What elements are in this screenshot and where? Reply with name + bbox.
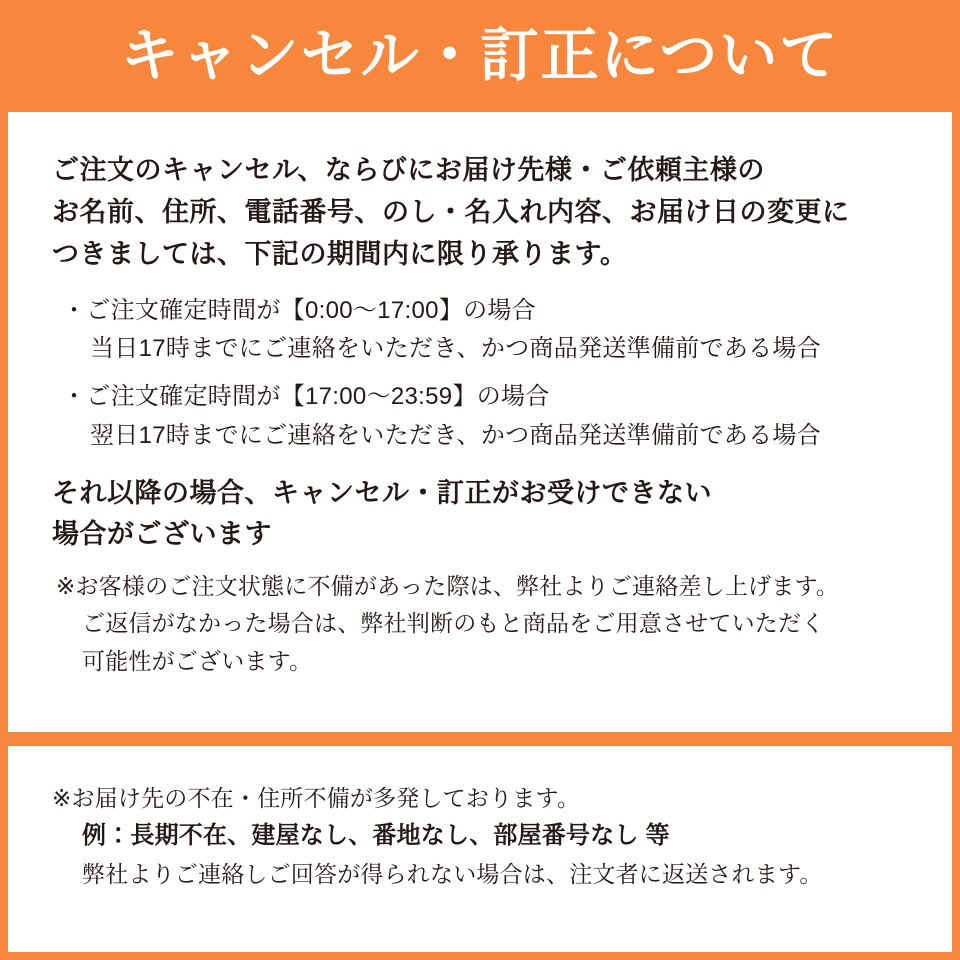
sub-line-3: 弊社よりご連絡しご回答が得られない場合は、注文者に返送されます。 xyxy=(82,861,823,888)
main-notice-panel xyxy=(8,112,952,732)
lead-line-1: ご注文のキャンセル、ならびにお届け先様・ご依頼主様の xyxy=(52,155,765,185)
sub-line-example: 例：長期不在、建屋なし、番地なし、部屋番号なし 等 xyxy=(82,822,670,850)
note-line-2: ご返信がなかった場合は、弊社判断のもと商品をご用意させていただく xyxy=(82,610,825,637)
bullet-main-text: ・ご注文確定時間が【17:00〜23:59】の場合 xyxy=(62,383,550,411)
bullet-main-text: ・ご注文確定時間が【0:00〜17:00】の場合 xyxy=(62,296,536,324)
note-paragraph xyxy=(52,568,908,680)
emphasis-paragraph xyxy=(52,473,908,554)
bullet-sub-text: 翌日17時までにご連絡をいただき、かつ商品発送準備前である場合 xyxy=(90,421,822,449)
sub-line-1: ※お届け先の不在・住所不備が多発しております。 xyxy=(52,785,581,811)
bullet-sub-text: 当日17時までにご連絡をいただき、かつ商品発送準備前である場合 xyxy=(90,334,822,362)
emphasis-line-2: 場合がございます xyxy=(52,518,272,549)
page-title: キャンセル・訂正について xyxy=(120,23,840,88)
delivery-absence-panel xyxy=(8,746,952,952)
page-header xyxy=(0,0,960,112)
bullet-item xyxy=(52,292,908,369)
bottom-accent-bar xyxy=(0,952,960,960)
note-line-3: 可能性がございます。 xyxy=(82,647,313,674)
emphasis-line-1: それ以降の場合、キャンセル・訂正がお受けできない xyxy=(52,478,712,509)
lead-paragraph xyxy=(52,150,908,276)
lead-line-3: つきましては、下記の期間内に限り承ります。 xyxy=(52,238,628,269)
note-line-1: ※お客様のご注文状態に不備があった際は、弊社よりご連絡差し上げます。 xyxy=(56,573,840,600)
lead-line-2: お名前、住所、電話番号、のし・名入れ内容、お届け日の変更に xyxy=(52,196,850,227)
bullet-item xyxy=(52,378,908,455)
